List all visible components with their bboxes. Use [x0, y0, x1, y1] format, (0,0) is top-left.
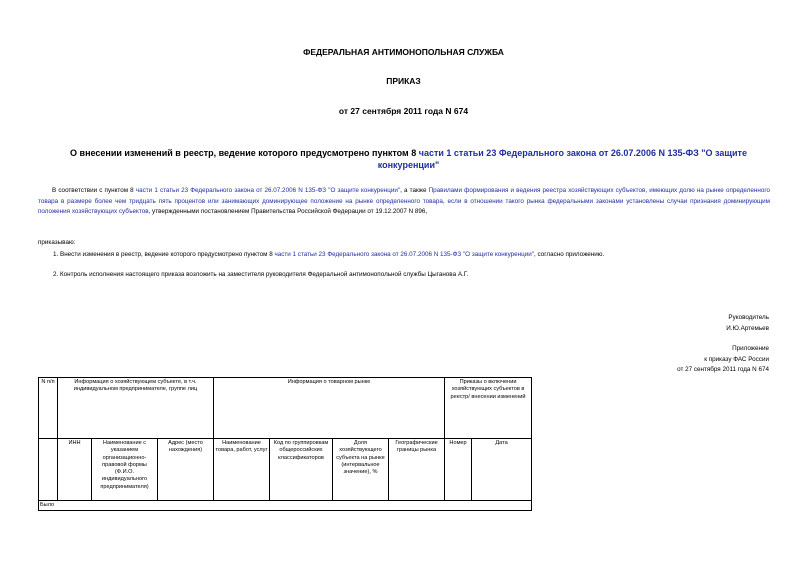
doc-date-number: от 27 сентября 2011 года N 674	[338, 106, 469, 116]
sub-name-header: Наименование с указанием организационно-правовой формы (Ф.И.О. индивидуального предпринимателя)	[92, 439, 158, 501]
preamble-text-2: , а также	[400, 187, 429, 194]
order-item-1	[53, 251, 604, 258]
order-item-2: 2. Контроль исполнения настоящего приказа возложить на заместителя руководителя Федеральной антимонопольной службы Цыганова А.Г.	[53, 271, 469, 278]
title-text: О внесении изменений в реестр, ведение которого предусмотрено пунктом 8	[70, 148, 419, 158]
sub-geo-header: Географические границы рынка	[389, 439, 445, 501]
appendix-line-2: к приказу ФАС России	[704, 355, 769, 363]
appendix-line-1: Приложение	[732, 345, 769, 352]
sub-date-header: Дата	[472, 439, 532, 501]
sub-empty-cell	[39, 439, 58, 501]
signature-name: И.Ю.Артемьев	[726, 324, 769, 332]
sub-goods-header: Наименование товара, работ, услуг	[214, 439, 270, 501]
registry-table	[38, 377, 532, 511]
order-word: приказываю:	[38, 239, 76, 246]
preamble-text-1: В соответствии с пунктом 8	[52, 187, 136, 194]
title-law-link[interactable]: части 1 статьи 23 Федерального закона от 26.07.2006 N 135-ФЗ "О защите конкуренции"	[377, 148, 747, 170]
appendix-line-3: от 27 сентября 2011 года N 674	[677, 366, 769, 373]
item1-text: 1. Внести изменения в реестр, ведение которого предусмотрено пунктом 8	[53, 251, 275, 258]
sub-address-header: Адрес (место нахождения)	[158, 439, 214, 501]
item1-law-link[interactable]: части 1 статьи 23 Федерального закона от 26.07.2006 N 135-ФЗ "О защите конкуренции"	[274, 251, 535, 258]
col-number-header: N п/п	[39, 378, 58, 439]
preamble-rules-link[interactable]: Правилами формирования и ведения реестра хозяйствующих субъектов, имеющих долю на рынке определенного товара в размере более чем тридцать пять процентов или занимающих доминирующее положение на рынке определенного товара, если в отношении такого рынка федеральными законами установлены случаи признания доминирующим положения хозяйствующих субъектов	[38, 187, 770, 216]
appendix-header	[677, 344, 769, 376]
preamble-text-3: , утвержденными постановлением Правительства Российской Федерации от 19.12.2007 N 896,	[148, 208, 428, 216]
sub-inn-header: ИНН	[58, 439, 92, 501]
doc-type: ПРИКАЗ	[386, 76, 421, 86]
row-was: Было	[39, 501, 532, 511]
agency-name: ФЕДЕРАЛЬНАЯ АНТИМОНОПОЛЬНАЯ СЛУЖБА	[303, 47, 504, 57]
doc-title	[60, 147, 757, 171]
group-market-header: Информация о товарном рынке	[214, 378, 445, 439]
preamble-law-link[interactable]: части 1 статьи 23 Федерального закона от 26.07.2006 N 135-ФЗ "О защите конкуренции"	[135, 187, 401, 194]
group-orders-header: Приказы о включении хозяйствующих субъектов в реестр/ внесении изменений	[445, 378, 532, 439]
item1-after: , согласно приложению.	[534, 251, 605, 258]
preamble-paragraph	[38, 186, 770, 218]
signature-position: Руководитель	[728, 314, 769, 321]
signature-block	[726, 313, 769, 334]
group-entity-header: Информация о хозяйствующем субъекте, в т.ч. индивидуальном предпринимателе, группе лиц	[58, 378, 214, 439]
sub-code-header: Код по группировкам общероссийских классификаторов	[270, 439, 333, 501]
sub-number-header: Номер	[445, 439, 472, 501]
sub-share-header: Доля хозяйствующего субъекта на рынке (интервальное значение), %	[333, 439, 389, 501]
